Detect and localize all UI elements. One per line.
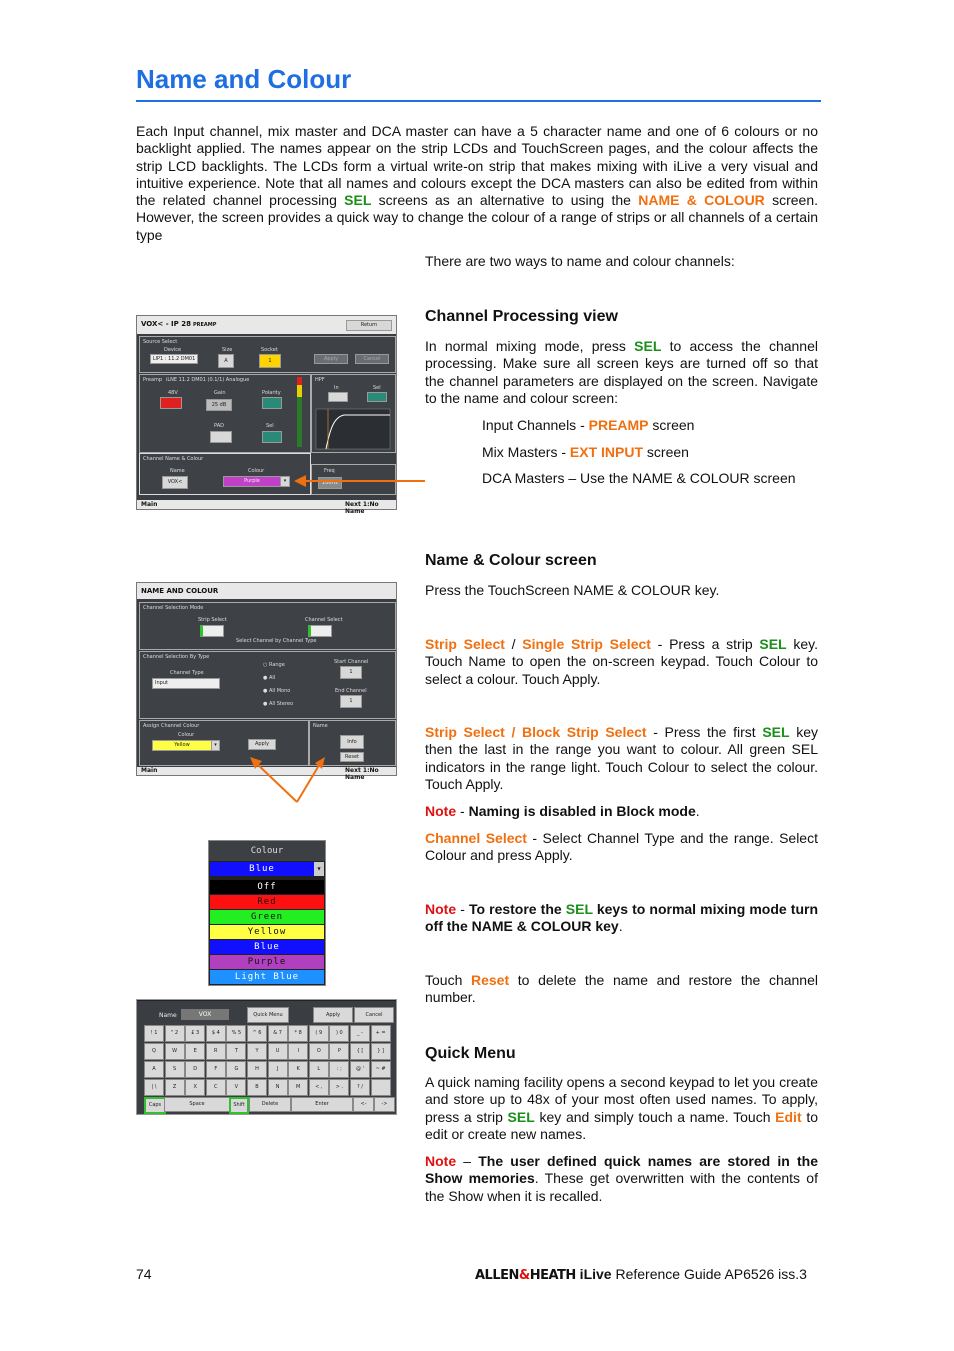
footer-guide: Reference Guide AP6526 iss.3: [611, 1266, 807, 1282]
name-label: Name: [170, 468, 185, 474]
bs-sel: SEL: [762, 724, 790, 740]
press-touchscreen-text: Press the TouchScreen NAME & COLOUR key.: [425, 582, 720, 598]
keypad-key[interactable]: N: [268, 1079, 288, 1096]
size-button[interactable]: A: [218, 354, 234, 368]
cp-dca-line: DCA Masters – Use the NAME & COLOUR screen: [482, 470, 796, 486]
block-note-dot: .: [695, 803, 700, 819]
freq-label: Freq: [324, 468, 335, 474]
cursor-left-key[interactable]: <-: [353, 1097, 374, 1112]
nc-colour-select[interactable]: Yellow: [152, 740, 212, 751]
channel-type-label: Channel Type: [170, 670, 204, 676]
csm-panel: [139, 602, 396, 650]
bs-slash: /: [504, 724, 522, 740]
restore-note-dot: .: [618, 918, 623, 935]
page-number: 74: [136, 1266, 152, 1282]
keypad-key[interactable]: E: [185, 1043, 205, 1060]
all-stereo-label: All Stereo: [268, 701, 294, 707]
name-button[interactable]: VOX<: [162, 476, 188, 489]
keypad-key[interactable]: Q: [144, 1043, 164, 1060]
preamp-statusbar: [137, 500, 396, 515]
intro-text-3: screen. However, the screen provides a quick way to change the colour of a range of strips or all channels of a certain type: [136, 192, 818, 243]
colour-menu-selected[interactable]: Blue: [210, 862, 314, 876]
device-select[interactable]: LIP1 : 11.2 DM01: [150, 354, 198, 364]
cursor-right-key[interactable]: ->: [374, 1097, 395, 1112]
range-label: Range: [268, 662, 285, 668]
nc-apply-button[interactable]: Apply: [248, 739, 276, 750]
intro-text-1: Each Input channel, mix master and DCA master can have a 5 character name and one of 6 colours or no backlight applied. The names appear on the strip LCDs and TouchScreen pages, and the colour affects the strip LCD backlights. The LCDs form a virtual write-on strip that makes mixing with iLive a very visual and intuitive experience. Note that all names and colours except the DCA masters can also be edited from within the related channel processing: [136, 123, 818, 209]
arrow-to-colour: [290, 470, 430, 490]
freq-control[interactable]: 100Hz: [318, 477, 342, 489]
keypad-key[interactable]: C: [206, 1079, 226, 1096]
source-select-label: Source Select: [143, 339, 178, 345]
keypad-key[interactable]: M: [288, 1079, 308, 1096]
quick-menu-paragraph: [425, 1074, 818, 1143]
restore-note-a: To restore the: [468, 901, 566, 917]
restore-note: [425, 901, 818, 936]
keypad-key[interactable]: W: [165, 1043, 185, 1060]
cs-label: Channel Select: [425, 830, 527, 846]
cp-input-c: screen: [648, 417, 695, 433]
keypad-key[interactable]: £ 3: [185, 1025, 205, 1042]
nc-colour-dropdown-arrow[interactable]: ▾: [211, 740, 220, 751]
keypad-key[interactable]: G: [226, 1061, 246, 1078]
keypad-key[interactable]: Y: [247, 1043, 267, 1060]
colour-option[interactable]: Off: [210, 880, 324, 894]
cp-mix-line: [482, 444, 689, 461]
keypad-key[interactable]: B: [247, 1079, 267, 1096]
title-rule: [136, 100, 821, 102]
cp-mix-b: EXT INPUT: [569, 444, 644, 460]
keypad-key[interactable]: D: [185, 1061, 205, 1078]
nc-name-label: Name: [313, 723, 328, 729]
ss-text-a: - Press a strip: [650, 636, 760, 652]
delete-key[interactable]: Delete: [249, 1097, 291, 1112]
restore-note-dash: -: [456, 901, 469, 917]
keypad-key[interactable]: K: [288, 1061, 308, 1078]
sel-button[interactable]: [262, 431, 282, 443]
preamp-title-small: PREAMP: [193, 322, 217, 328]
reset-button[interactable]: Reset: [340, 752, 364, 762]
pad-label: PAD: [214, 423, 224, 429]
preamp-label: Preamp: [143, 377, 163, 383]
brand-allen: ALLEN: [475, 1268, 519, 1283]
nc-next-label: Next 1:No Name: [345, 767, 379, 781]
start-channel-label: Start Channel: [334, 659, 369, 665]
keypad-key[interactable]: " 2: [165, 1025, 185, 1042]
source-select-panel: [139, 336, 396, 373]
polarity-label: Polarity: [262, 390, 281, 396]
cp-text-b: to access the channel processing. Make sure all screen keys are turned off so that the channel parameters are displayed on the screen. Navigate to the name and colour screen:: [425, 338, 818, 406]
restore-note-b: keys to normal mixing mode turn off the NAME & COLOUR key: [425, 901, 818, 935]
arrows-to-buttons: [245, 755, 330, 805]
colour-option[interactable]: Purple: [210, 955, 324, 969]
keypad-key[interactable]: & 7: [268, 1025, 288, 1042]
keypad-key[interactable]: * 8: [288, 1025, 308, 1042]
keypad-key[interactable]: : ;: [329, 1061, 349, 1078]
all-mono-label: All Mono: [268, 688, 291, 694]
hpf-sel-button[interactable]: [367, 392, 387, 402]
name-colour-panel: [139, 453, 311, 495]
keypad-key[interactable]: ~ #: [371, 1061, 391, 1078]
strip-select-label: Strip Select: [198, 617, 227, 623]
hpf-panel: [311, 374, 396, 453]
all-mono-radio[interactable]: ● All Mono: [263, 688, 291, 694]
keypad-key[interactable]: S: [165, 1061, 185, 1078]
channel-processing-paragraph: [425, 338, 818, 407]
name-colour-screenshot: [136, 582, 397, 781]
keypad-key[interactable]: @ ': [350, 1061, 370, 1078]
quick-menu-heading: Quick Menu: [425, 1045, 516, 1062]
keypad-key[interactable]: $ 4: [206, 1025, 226, 1042]
channel-processing-heading: Channel Processing view: [425, 308, 618, 325]
qm-edit: Edit: [775, 1108, 802, 1125]
preamp-panel: [139, 374, 311, 453]
cp-input-a: Input Channels -: [482, 417, 589, 433]
keypad-key[interactable]: ) 0: [329, 1025, 349, 1042]
ss-text-b: key. Touch Name to open the on-screen keypad. Touch Colour to select a colour. Touch Apply.: [425, 636, 818, 687]
preamp-info: iLNE 11.2 DM01 (0.1/1) Analogue: [166, 377, 250, 383]
phantom-button[interactable]: [160, 397, 182, 409]
all-radio[interactable]: ● All: [263, 675, 276, 681]
cp-mix-c: screen: [643, 444, 689, 460]
block-strip-paragraph: [425, 724, 818, 793]
keypad-key[interactable]: L: [309, 1061, 329, 1078]
socket-button[interactable]: 1: [259, 354, 281, 368]
brand-logo: [475, 1268, 576, 1283]
footer-reference: [475, 1266, 807, 1283]
ss-sel: SEL: [759, 636, 787, 652]
name-colour-label: Channel Name & Colour: [143, 456, 204, 462]
channel-select-label: Channel Select: [305, 617, 343, 623]
keypad-key[interactable]: | \: [144, 1079, 164, 1096]
all-label: All: [268, 675, 276, 681]
keypad-name-field[interactable]: VOX: [181, 1009, 229, 1020]
preamp-titlebar: [137, 316, 396, 334]
qm-text-a: A quick naming facility opens a second keypad to let you create and store up to 48x of your most often used names. To apply, press a strip: [425, 1074, 819, 1125]
colour-option[interactable]: Red: [210, 895, 324, 909]
restore-note-sel: SEL: [565, 901, 593, 917]
nc-colour-label: Colour: [178, 732, 195, 738]
keypad-key[interactable]: _ -: [350, 1025, 370, 1042]
keypad-key[interactable]: + =: [371, 1025, 391, 1042]
block-note-text: Naming is disabled in Block mode: [468, 803, 696, 819]
keypad-key[interactable]: X: [185, 1079, 205, 1096]
keypad-key[interactable]: O: [309, 1043, 329, 1060]
colour-option[interactable]: Blue: [210, 940, 324, 954]
qm-sel: SEL: [507, 1108, 535, 1125]
keypad-key[interactable]: Z: [165, 1079, 185, 1096]
brand-amp: &: [518, 1268, 530, 1283]
colour-menu-screenshot: [208, 840, 326, 986]
footer-product: iLive: [575, 1266, 612, 1282]
hpf-curve-graph: [316, 409, 390, 449]
channel-select-paragraph: [425, 830, 818, 865]
colour-option[interactable]: Yellow: [210, 925, 324, 939]
keypad-key[interactable]: < ,: [309, 1079, 329, 1096]
keypad-apply-button[interactable]: Apply: [313, 1007, 353, 1023]
pad-button[interactable]: [210, 431, 232, 443]
hpf-in-button[interactable]: [328, 392, 348, 402]
keypad-key[interactable]: ? /: [350, 1079, 370, 1096]
reset-touch: Touch: [425, 972, 471, 988]
keypad-key[interactable]: ^ 6: [247, 1025, 267, 1042]
all-stereo-radio[interactable]: ● All Stereo: [263, 701, 294, 707]
polarity-button[interactable]: [262, 397, 282, 409]
hpf-in-label: In: [334, 385, 339, 391]
colour-menu-header: Colour: [209, 841, 325, 861]
qm-text-b: key and simply touch a name. Touch: [534, 1108, 776, 1125]
qm-note-bold: The user defined quick names are stored in the Show memories: [425, 1153, 818, 1187]
colour-option[interactable]: Light Blue: [210, 970, 324, 984]
range-radio[interactable]: ○ Range: [263, 662, 285, 668]
keypad-key[interactable]: F: [206, 1061, 226, 1078]
bs-strip-select: Strip Select: [425, 724, 505, 740]
by-type-heading: Channel Selection By Type: [143, 654, 210, 660]
cs-text: - Select Channel Type and the range. Select Colour and press Apply.: [425, 830, 818, 864]
keypad-key[interactable]: I: [288, 1043, 308, 1060]
block-note: [425, 803, 700, 820]
colour-select[interactable]: Purple: [223, 476, 281, 487]
reset-paragraph: [425, 972, 818, 1007]
keypad-key[interactable]: ! 1: [144, 1025, 164, 1042]
next-label: Next 1:No Name: [345, 501, 379, 515]
page-title: Name and Colour: [136, 64, 352, 94]
hpf-sel-label: Sel: [373, 385, 381, 391]
colour-label: Colour: [248, 468, 265, 474]
brand-heath: HEATH: [529, 1268, 576, 1283]
keypad-key[interactable]: [371, 1079, 391, 1096]
by-type-panel: [139, 651, 396, 719]
bs-block-strip: Block Strip Select: [522, 724, 647, 740]
name-colour-heading: Name & Colour screen: [425, 552, 597, 569]
keypad-cancel-button[interactable]: Cancel: [354, 1007, 394, 1023]
csm-label: Channel Selection Mode: [143, 605, 204, 611]
two-ways-text: There are two ways to name and colour channels:: [425, 253, 735, 269]
strip-select-button[interactable]: [200, 625, 224, 637]
restore-note-label: Note: [425, 901, 457, 917]
end-channel-label: End Channel: [335, 688, 367, 694]
channel-type-select[interactable]: Input: [152, 678, 220, 689]
device-label: Device: [164, 347, 182, 353]
channel-select-button[interactable]: [308, 625, 332, 637]
qm-text-c: to edit or create new names.: [425, 1108, 818, 1142]
ss-single-strip: Single Strip Select: [522, 636, 651, 652]
cp-mix-a: Mix Masters -: [482, 444, 570, 460]
main-label: Main: [141, 501, 158, 508]
intro-text-2: screens as an alternative to using the: [371, 192, 639, 209]
keypad-key[interactable]: ( 9: [309, 1025, 329, 1042]
reset-text: to delete the name and restore the channel number.: [425, 972, 818, 1006]
space-key[interactable]: Space: [164, 1097, 230, 1112]
bs-text-b: key then the last in the range you want to colour. All green SEL indicators in the range light. Touch Colour to select the colour. Touch Apply.: [425, 724, 818, 792]
keypad-screenshot: [136, 999, 397, 1115]
keypad-key[interactable]: U: [268, 1043, 288, 1060]
single-strip-paragraph: [425, 636, 818, 688]
enter-key[interactable]: Enter: [291, 1097, 353, 1112]
end-channel-button[interactable]: 1: [340, 695, 362, 708]
colour-menu-arrow-icon[interactable]: ▾: [314, 862, 324, 876]
keypad-key[interactable]: A: [144, 1061, 164, 1078]
keypad-key[interactable]: T: [226, 1043, 246, 1060]
ss-slash: /: [504, 636, 523, 652]
hpf-label: HPF: [315, 377, 325, 383]
preamp-title: VOX< - IP 28: [141, 320, 191, 328]
keypad-key[interactable]: > .: [329, 1079, 349, 1096]
gain-label: Gain: [214, 390, 226, 396]
quick-menu-note: [425, 1153, 818, 1205]
keypad-key[interactable]: { [: [350, 1043, 370, 1060]
caps-key[interactable]: Caps: [144, 1097, 166, 1114]
nc-titlebar: [137, 583, 396, 599]
keypad-key[interactable]: H: [247, 1061, 267, 1078]
keypad-key[interactable]: P: [329, 1043, 349, 1060]
colour-dropdown-arrow[interactable]: ▾: [280, 476, 290, 487]
ss-strip-select: Strip Select: [425, 636, 505, 652]
keypad-key[interactable]: J: [268, 1061, 288, 1078]
cp-text-a: In normal mixing mode, press: [425, 338, 635, 354]
cp-input-b: PREAMP: [588, 417, 649, 433]
size-label: Size: [222, 347, 233, 353]
intro-paragraph: [136, 123, 818, 244]
qm-note-label: Note: [425, 1153, 457, 1169]
qm-note-rest: . These get overwritten with the contents of the Show when it is recalled.: [425, 1170, 818, 1204]
quick-menu-button[interactable]: Quick Menu: [247, 1007, 289, 1023]
nc-main-label: Main: [141, 767, 158, 774]
bs-text-a: - Press the first: [646, 724, 763, 740]
socket-label: Socket: [261, 347, 278, 353]
qm-note-dash: –: [456, 1153, 479, 1169]
intro-name-colour: NAME & COLOUR: [638, 192, 765, 209]
start-channel-button[interactable]: 1: [340, 666, 362, 679]
block-note-label: Note: [425, 803, 457, 819]
keypad-name-label: Name: [159, 1012, 177, 1019]
nc-title: NAME AND COLOUR: [141, 587, 219, 595]
colour-option[interactable]: Green: [210, 910, 324, 924]
gain-control[interactable]: 25 dB: [206, 399, 232, 411]
by-type-label: Select Channel by Channel Type: [236, 638, 317, 644]
apply-button[interactable]: Apply: [314, 354, 348, 364]
cp-input-line: [482, 417, 694, 434]
cp-sel: SEL: [634, 338, 662, 354]
level-meter: [297, 377, 302, 447]
intro-sel: SEL: [344, 192, 372, 209]
info-button[interactable]: Info: [340, 735, 364, 749]
return-button[interactable]: Return: [346, 320, 392, 331]
assign-colour-label: Assign Channel Colour: [143, 723, 200, 729]
cancel-button[interactable]: Cancel: [355, 354, 389, 364]
keypad-key[interactable]: % 5: [226, 1025, 246, 1042]
reset-word: Reset: [471, 972, 510, 988]
phantom-label: 48V: [168, 390, 178, 396]
keypad-key[interactable]: R: [206, 1043, 226, 1060]
keypad-key[interactable]: V: [226, 1079, 246, 1096]
sel-label: Sel: [266, 423, 274, 429]
keypad-key[interactable]: } ]: [371, 1043, 391, 1060]
block-note-dash: -: [456, 803, 469, 819]
shift-key[interactable]: Shift: [229, 1097, 249, 1114]
